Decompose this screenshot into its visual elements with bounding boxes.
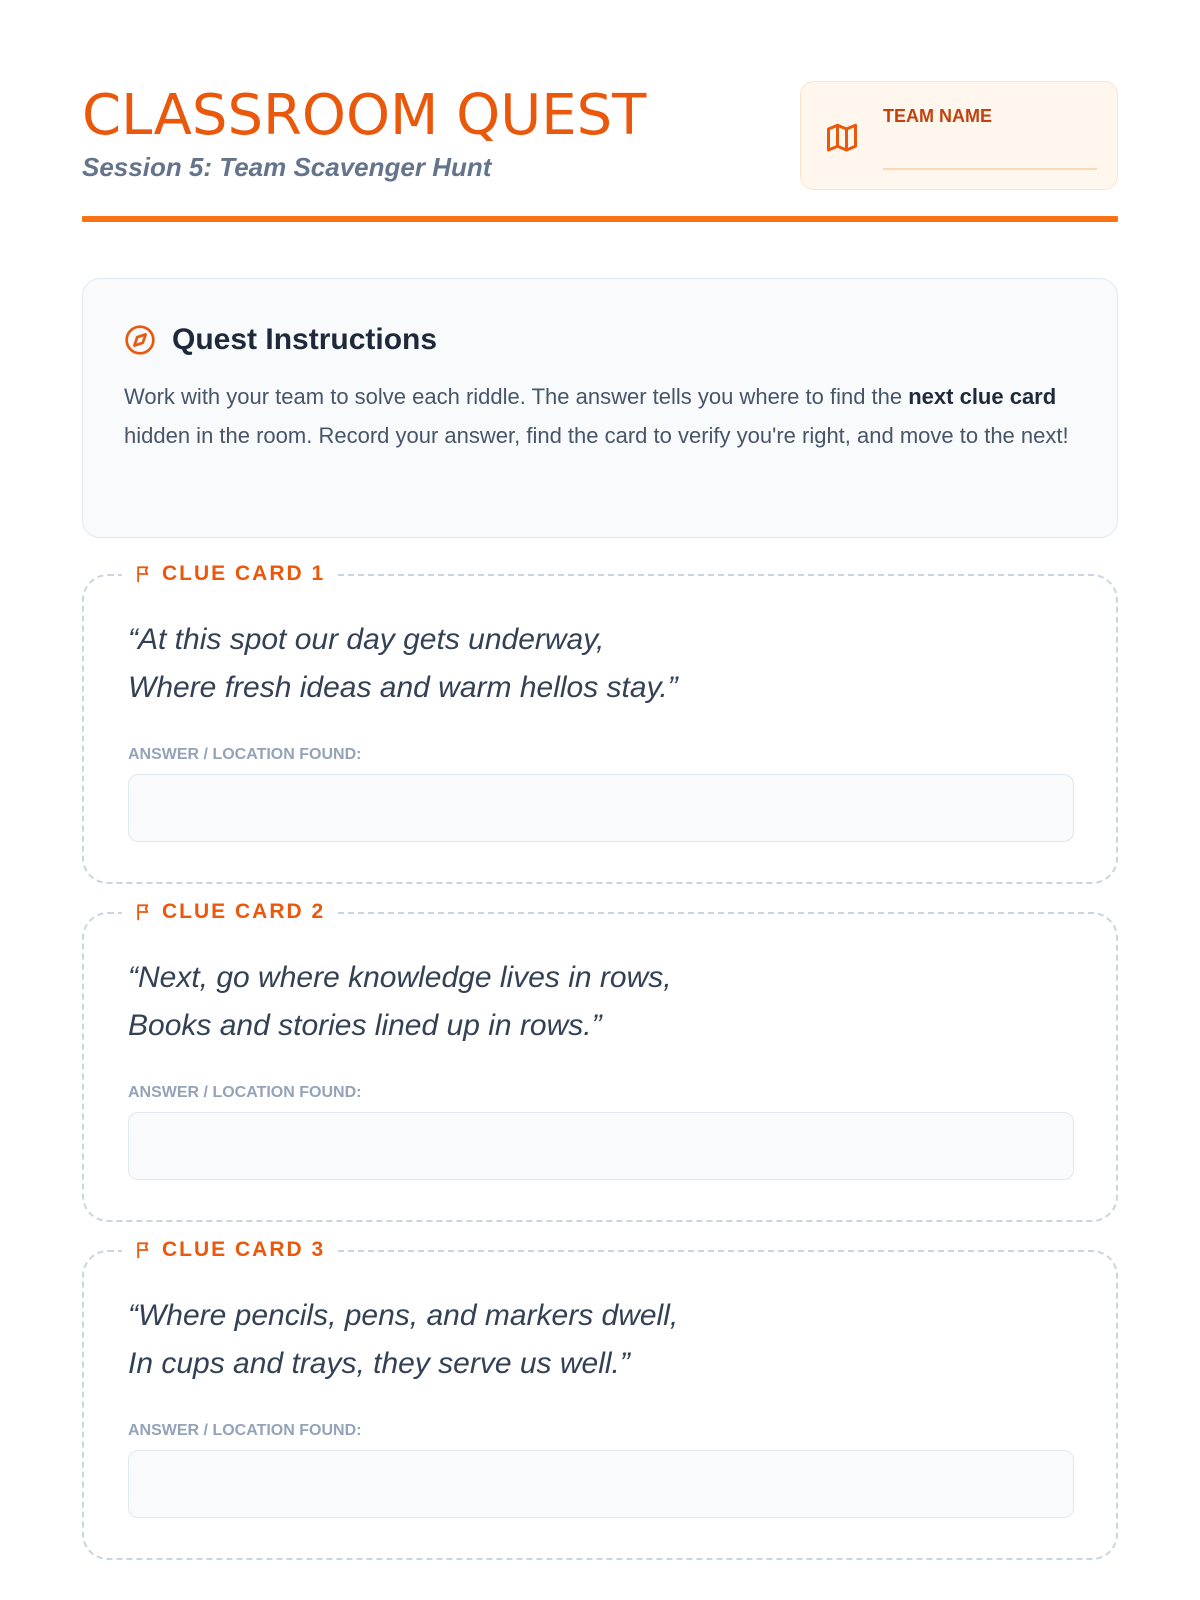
clue-card-label: CLUE CARD 1	[162, 562, 326, 585]
team-name-box	[800, 81, 1118, 190]
clue-riddle	[128, 954, 1076, 1050]
clue-card-label: CLUE CARD 2	[162, 900, 326, 923]
riddle-line-2: Books and stories lined up in rows.”	[128, 1009, 602, 1042]
clue-card-tag	[122, 1233, 337, 1267]
clue-riddle	[128, 1292, 1076, 1388]
instructions-text-bold: next clue card	[908, 384, 1057, 409]
answer-input[interactable]	[128, 1112, 1074, 1180]
answer-label: ANSWER / LOCATION FOUND:	[128, 1422, 362, 1439]
page-title: CLASSROOM QUEST	[82, 83, 647, 148]
riddle-line-1: “Next, go where knowledge lives in rows,	[128, 961, 672, 994]
page-subtitle: Session 5: Team Scavenger Hunt	[82, 152, 492, 182]
instructions-title: Quest Instructions	[172, 323, 438, 356]
clue-card-label: CLUE CARD 3	[162, 1238, 326, 1261]
instructions-text-part-1: Work with your team to solve each riddle. The answer tells you where to find the	[124, 384, 909, 409]
riddle-line-2: In cups and trays, they serve us well.”	[128, 1347, 630, 1380]
flag-icon	[134, 563, 154, 585]
team-name-field[interactable]	[883, 168, 1097, 170]
riddle-line-1: “At this spot our day gets underway,	[128, 623, 605, 656]
clue-card-3	[82, 1238, 1118, 1560]
answer-label: ANSWER / LOCATION FOUND:	[128, 746, 362, 763]
clue-card-tag	[122, 557, 337, 591]
flag-icon	[134, 1239, 154, 1261]
instructions-text-part-2: hidden in the room. Record your answer, find the card to verify you're right, and move to the next!	[124, 423, 1069, 448]
header-divider	[82, 216, 1118, 222]
instructions-text	[124, 377, 1077, 455]
riddle-line-1: “Where pencils, pens, and markers dwell,	[128, 1299, 679, 1332]
flag-icon	[134, 901, 154, 923]
compass-icon	[124, 324, 156, 356]
clue-card-1	[82, 562, 1118, 884]
riddle-line-2: Where fresh ideas and warm hellos stay.”	[128, 671, 678, 704]
clue-card-2	[82, 900, 1118, 1222]
team-name-label: TEAM NAME	[883, 106, 992, 126]
answer-input[interactable]	[128, 774, 1074, 842]
answer-input[interactable]	[128, 1450, 1074, 1518]
instructions-panel	[82, 278, 1118, 538]
map-icon	[823, 120, 861, 156]
clue-card-tag	[122, 895, 337, 929]
clue-riddle	[128, 616, 1076, 712]
instructions-header	[124, 323, 1077, 357]
answer-label: ANSWER / LOCATION FOUND:	[128, 1084, 362, 1101]
page-header	[82, 0, 1118, 224]
